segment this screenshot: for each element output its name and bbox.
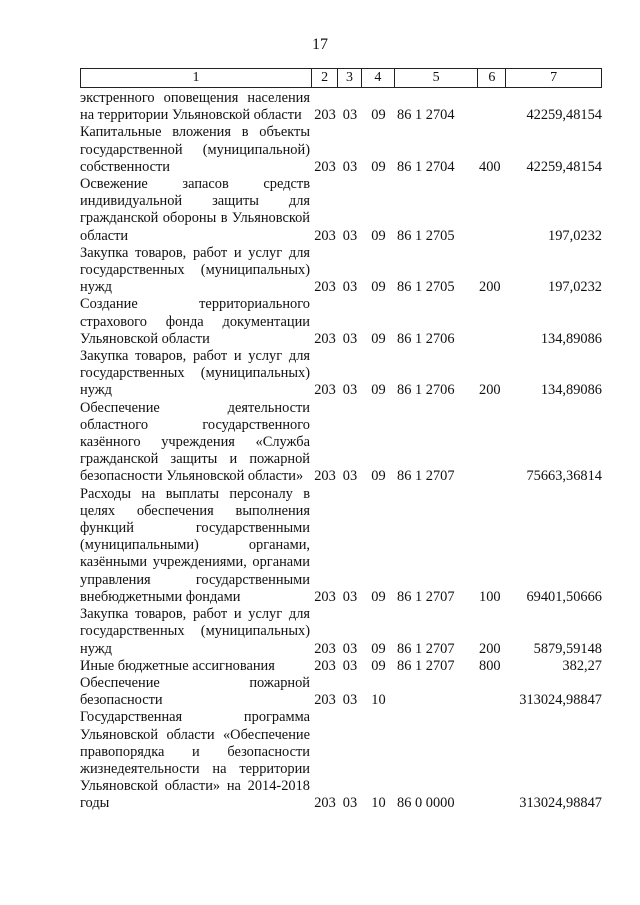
table-row — [80, 400, 602, 486]
row-name: Государственная программа Ульяновской области «Обеспечение правопорядка и безопасности жизнедеятельности на территории Ульяновской области» на 2014-2018 годы — [80, 709, 310, 812]
row-ministry: 203 — [314, 279, 336, 296]
table-row — [80, 296, 602, 348]
row-name: Иные бюджетные ассигнования — [80, 657, 275, 674]
table-row — [80, 124, 602, 176]
row-expense-type: 200 — [479, 640, 501, 657]
row-subsection: 09 — [371, 107, 386, 124]
row-subsection: 09 — [371, 158, 386, 175]
row-amount: 42259,48154 — [526, 107, 602, 124]
table-row — [80, 245, 602, 297]
header-col-2: 2 — [312, 69, 338, 87]
row-name: Создание территориального страхового фонда документации Ульяновской области — [80, 296, 310, 347]
table-row — [80, 90, 602, 124]
row-target-article: 86 1 2705 — [397, 279, 455, 296]
table-row — [80, 606, 602, 658]
row-name: Закупка товаров, работ и услуг для государственных (муниципальных) нужд — [80, 244, 310, 296]
table-row — [80, 348, 602, 400]
table-row — [80, 658, 602, 675]
table-header — [80, 68, 602, 88]
row-ministry: 203 — [314, 227, 336, 244]
table-row — [80, 675, 602, 709]
header-col-6: 6 — [478, 69, 506, 87]
row-section: 03 — [342, 158, 358, 175]
row-name: экстренного оповещения населения на территории Ульяновской области — [80, 90, 310, 124]
row-target-article: 86 1 2707 — [397, 588, 455, 605]
row-amount: 197,0232 — [548, 279, 602, 296]
row-subsection: 09 — [371, 330, 386, 347]
row-section: 03 — [342, 692, 358, 709]
row-target-article: 86 1 2704 — [397, 158, 455, 175]
row-section: 03 — [342, 795, 358, 812]
row-amount: 134,89086 — [540, 382, 602, 399]
row-expense-type: 400 — [479, 158, 501, 175]
header-col-7: 7 — [550, 70, 558, 85]
row-amount: 75663,36814 — [526, 468, 602, 485]
row-target-article: 86 1 2704 — [397, 107, 455, 124]
row-ministry: 203 — [314, 640, 336, 657]
row-name: Освежение запасов средств индивидуальной защиты для гражданской обороны в Ульяновской области — [80, 176, 310, 244]
row-subsection: 09 — [371, 227, 386, 244]
row-name: Закупка товаров, работ и услуг для государственных (муниципальных) нужд — [80, 606, 310, 657]
table-row — [80, 176, 602, 245]
row-amount: 382,27 — [562, 657, 602, 674]
row-subsection: 09 — [371, 588, 386, 605]
row-section: 03 — [342, 640, 358, 657]
row-subsection: 10 — [371, 692, 386, 709]
row-amount: 134,89086 — [540, 330, 602, 347]
row-amount: 313024,98847 — [519, 692, 602, 709]
row-target-article: 86 1 2707 — [397, 640, 455, 657]
row-target-article: 86 1 2707 — [397, 657, 455, 674]
row-ministry: 203 — [314, 657, 336, 674]
row-amount: 5879,59148 — [533, 640, 602, 657]
row-ministry: 203 — [314, 692, 336, 709]
header-col-3: 3 — [338, 69, 362, 87]
row-subsection: 09 — [371, 657, 386, 674]
table-row — [80, 709, 602, 812]
table-row — [80, 486, 602, 606]
row-ministry: 203 — [314, 468, 336, 485]
header-col-1: 1 — [81, 69, 312, 87]
row-ministry: 203 — [314, 795, 336, 812]
table-body — [80, 90, 602, 813]
row-amount: 197,0232 — [548, 227, 602, 244]
page-number: 17 — [312, 36, 328, 53]
row-expense-type: 200 — [479, 279, 501, 296]
row-section: 03 — [342, 107, 358, 124]
row-section: 03 — [342, 279, 358, 296]
row-section: 03 — [342, 330, 358, 347]
row-expense-type: 800 — [479, 657, 501, 674]
row-section: 03 — [342, 382, 358, 399]
row-section: 03 — [342, 227, 358, 244]
row-subsection: 09 — [371, 640, 386, 657]
row-section: 03 — [342, 657, 358, 674]
row-ministry: 203 — [314, 330, 336, 347]
row-target-article: 86 1 2706 — [397, 330, 455, 347]
row-ministry: 203 — [314, 107, 336, 124]
row-target-article: 86 1 2707 — [397, 468, 455, 485]
row-subsection: 09 — [371, 382, 386, 399]
row-name: Расходы на выплаты персоналу в целях обеспечения выполнения функций государственными (муниципальными) органами, казёнными учреждениями, органами управления государственными внебюджетными фондами — [80, 485, 310, 605]
row-ministry: 203 — [314, 382, 336, 399]
row-section: 03 — [342, 588, 358, 605]
row-section: 03 — [342, 468, 358, 485]
row-subsection: 09 — [371, 279, 386, 296]
row-expense-type: 200 — [479, 382, 501, 399]
row-target-article: 86 0 0000 — [397, 795, 455, 812]
row-amount: 69401,50666 — [526, 588, 602, 605]
row-target-article: 86 1 2705 — [397, 227, 455, 244]
row-ministry: 203 — [314, 158, 336, 175]
row-subsection: 10 — [371, 795, 386, 812]
row-name: Закупка товаров, работ и услуг для государственных (муниципальных) нужд — [80, 348, 310, 399]
row-name: Обеспечение деятельности областного государственного казённого учреждения «Служба гражданской защиты и пожарной безопасности Ульяновской области» — [80, 399, 310, 485]
row-amount: 313024,98847 — [519, 795, 602, 812]
row-name: Капитальные вложения в объекты государственной (муниципальной) собственности — [80, 124, 310, 175]
row-expense-type: 100 — [479, 588, 501, 605]
row-target-article: 86 1 2706 — [397, 382, 455, 399]
row-name: Обеспечение пожарной безопасности — [80, 674, 310, 709]
row-subsection: 09 — [371, 468, 386, 485]
header-col-5: 5 — [395, 69, 479, 87]
row-ministry: 203 — [314, 588, 336, 605]
header-col-4: 4 — [362, 69, 395, 87]
row-amount: 42259,48154 — [526, 158, 602, 175]
